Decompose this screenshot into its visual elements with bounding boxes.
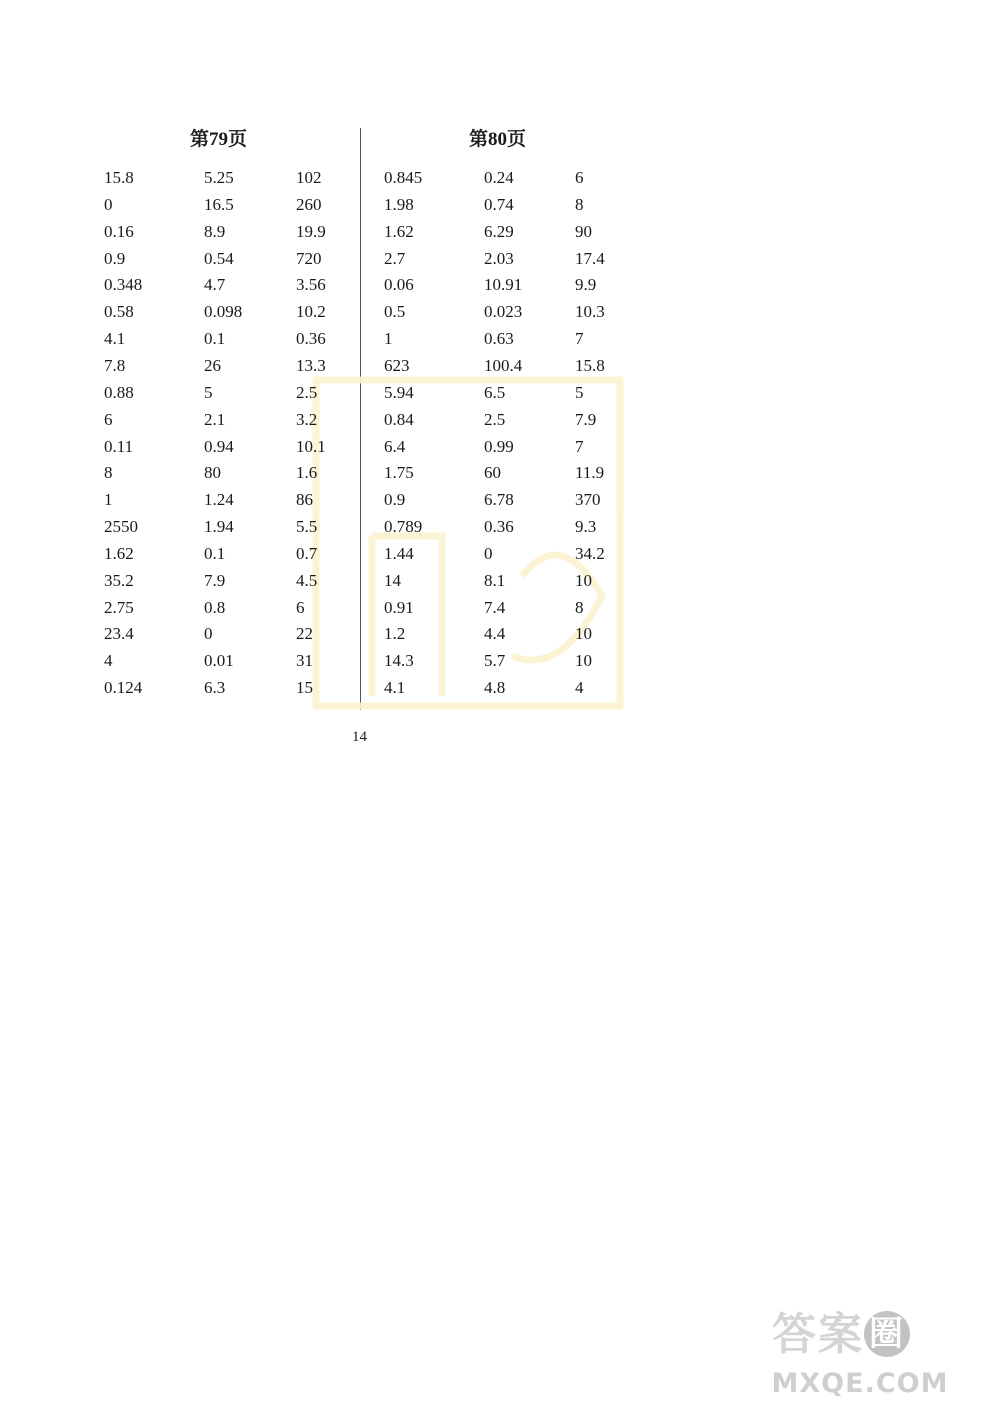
answer-row <box>0 352 1000 379</box>
answer-row <box>0 406 1000 433</box>
page-79-answer-cell: 15.8 <box>104 168 134 187</box>
page-80-answer-cell: 5 <box>575 382 584 402</box>
page-79-answer-cell: 4.7 <box>204 275 226 295</box>
page-80-answer-cell: 17.4 <box>575 248 605 268</box>
page-80-answer-cell: 4.8 <box>484 678 506 698</box>
page-80-answer-cell: 15.8 <box>575 355 605 375</box>
answer-row <box>0 567 1000 594</box>
page-80-answer-cell: 0.789 <box>384 517 423 537</box>
page-79-answer-cell: 10.2 <box>296 302 326 322</box>
page-80-answer-cell: 10 <box>575 651 592 671</box>
page-79-answer-cell: 5.25 <box>204 168 234 187</box>
page-79-answer-cell: 1.62 <box>104 543 134 563</box>
page-79-answer-cell: 3.56 <box>296 275 326 295</box>
page-80-answer-cell: 0.36 <box>484 517 514 537</box>
page-79-answer-cell: 1.24 <box>204 490 234 510</box>
page-79-answer-cell: 0.348 <box>104 275 143 295</box>
page-79-answer-cell: 260 <box>296 194 322 214</box>
page-80-answer-cell: 100.4 <box>484 355 523 375</box>
answer-row <box>0 513 1000 540</box>
page-79-answer-cell: 31 <box>296 651 313 671</box>
page-79-answer-cell: 4.5 <box>296 570 318 590</box>
answer-row <box>0 486 1000 513</box>
page-80-answer-cell: 14.3 <box>384 651 414 671</box>
page-80-answer-cell: 1.62 <box>384 221 414 241</box>
page-80-answer-cell: 8 <box>575 597 584 617</box>
page-79-answer-cell: 0 <box>104 194 113 214</box>
page-80-answer-cell: 7.4 <box>484 597 506 617</box>
page-80-answer-cell: 0.06 <box>384 275 414 295</box>
answer-row <box>0 218 1000 245</box>
page-80-answer-cell: 0.63 <box>484 329 514 349</box>
section-title-page-79: 第79页 <box>190 129 248 150</box>
page-79-answer-cell: 7.8 <box>104 355 126 375</box>
page-79-answer-cell: 0.01 <box>204 651 234 671</box>
page-79-answer-cell: 2.1 <box>204 409 226 429</box>
page-79-answer-cell: 23.4 <box>104 624 134 644</box>
page-79-answer-cell: 0.54 <box>204 248 234 268</box>
page-80-answer-cell: 0.74 <box>484 194 514 214</box>
page-79-answer-cell: 80 <box>204 463 221 483</box>
answer-row <box>0 594 1000 621</box>
page-80-answer-cell: 10 <box>575 570 592 590</box>
page-80-answer-cell: 90 <box>575 221 592 241</box>
page-79-answer-cell: 0.36 <box>296 329 326 349</box>
page-80-answer-cell: 0.023 <box>484 302 523 322</box>
page-80-answer-cell: 6.29 <box>484 221 514 241</box>
page-79-answer-cell: 86 <box>296 490 313 510</box>
page-80-answer-cell: 0.845 <box>384 168 423 187</box>
page-79-answer-cell: 0 <box>204 624 213 644</box>
page-79-answer-cell: 1.6 <box>296 463 318 483</box>
page-79-answer-cell: 102 <box>296 168 322 187</box>
page-80-answer-cell: 4.4 <box>484 624 506 644</box>
page-80-answer-cell: 1 <box>384 329 393 349</box>
page-80-answer-cell: 0.84 <box>384 409 414 429</box>
page-80-answer-cell: 7.9 <box>575 409 597 429</box>
watermark-logo-site: MXQE.COM <box>771 1368 949 1399</box>
page-80-answer-cell: 0.99 <box>484 436 514 456</box>
page-79-answer-cell: 2550 <box>104 517 138 537</box>
answer-row <box>0 647 1000 674</box>
watermark-logo-circle-char: 圈 <box>864 1311 910 1357</box>
page-79-answer-cell: 8 <box>104 463 113 483</box>
page-79-answer-cell: 0.88 <box>104 382 134 402</box>
page-79-answer-cell: 26 <box>204 355 221 375</box>
page-79-answer-cell: 0.1 <box>204 329 226 349</box>
page-79-answer-cell: 4 <box>104 651 113 671</box>
page-79-answer-cell: 720 <box>296 248 322 268</box>
page-79-answer-cell: 3.2 <box>296 409 318 429</box>
page-80-answer-cell: 2.7 <box>384 248 406 268</box>
page-79-answer-cell: 5.5 <box>296 517 318 537</box>
page-79-answer-cell: 19.9 <box>296 221 326 241</box>
page-80-answer-cell: 60 <box>484 463 501 483</box>
page-80-answer-cell: 2.5 <box>484 409 506 429</box>
page-80-answer-cell: 1.44 <box>384 543 414 563</box>
section-title-page-80: 第80页 <box>469 129 527 150</box>
page-79-answer-cell: 6 <box>296 597 305 617</box>
page-79-answer-cell: 2.5 <box>296 382 318 402</box>
page-80-answer-cell: 11.9 <box>575 463 605 483</box>
watermark-logo-chars: 答案 <box>772 1309 864 1360</box>
answer-row <box>0 164 1000 191</box>
answer-row <box>0 620 1000 647</box>
answer-row <box>0 433 1000 460</box>
page-79-answer-cell: 5 <box>204 382 213 402</box>
page-80-answer-cell: 9.9 <box>575 275 597 295</box>
page-80-answer-cell: 0.9 <box>384 490 406 510</box>
page-79-answer-cell: 8.9 <box>204 221 226 241</box>
page-79-answer-cell: 10.1 <box>296 436 326 456</box>
page-79-answer-cell: 1.94 <box>204 517 234 537</box>
page-80-answer-cell: 8 <box>575 194 584 214</box>
page-79-answer-cell: 0.098 <box>204 302 243 322</box>
page-80-answer-cell: 4 <box>575 678 584 698</box>
page-79-answer-cell: 0.58 <box>104 302 134 322</box>
page-80-answer-cell: 1.98 <box>384 194 414 214</box>
page-79-answer-cell: 4.1 <box>104 329 126 349</box>
page-80-answer-cell: 7 <box>575 436 584 456</box>
page-79-answer-cell: 6 <box>104 409 113 429</box>
page-80-answer-cell: 1.75 <box>384 463 414 483</box>
page-80-answer-cell: 0.5 <box>384 302 406 322</box>
page-80-answer-cell: 14 <box>384 570 401 590</box>
page-79-answer-cell: 0.8 <box>204 597 226 617</box>
watermark-logo-glyphs <box>772 1311 986 1359</box>
page-79-answer-cell: 35.2 <box>104 570 134 590</box>
page-79-answer-cell: 0.94 <box>204 436 234 456</box>
page-80-answer-cell: 623 <box>384 355 410 375</box>
answer-row <box>0 191 1000 218</box>
page-79-answer-cell: 13.3 <box>296 355 326 375</box>
page-79-answer-cell: 2.75 <box>104 597 134 617</box>
page-80-answer-cell: 6.5 <box>484 382 506 402</box>
answer-row <box>0 298 1000 325</box>
answer-row <box>0 379 1000 406</box>
page-79-answer-cell: 0.11 <box>104 436 134 456</box>
page-79-answer-cell: 16.5 <box>204 194 234 214</box>
page-79-answer-cell: 0.9 <box>104 248 126 268</box>
answer-row <box>0 325 1000 352</box>
page-80-answer-cell: 34.2 <box>575 543 605 563</box>
page-79-answer-cell: 22 <box>296 624 313 644</box>
answer-row <box>0 674 1000 701</box>
page-number: 14 <box>352 729 367 745</box>
page-80-answer-cell: 9.3 <box>575 517 597 537</box>
page-79-answer-cell: 1 <box>104 490 113 510</box>
page-80-answer-cell: 6.4 <box>384 436 406 456</box>
page-80-answer-cell: 0.91 <box>384 597 414 617</box>
page-80-answer-cell: 10 <box>575 624 592 644</box>
page-80-answer-cell: 4.1 <box>384 678 406 698</box>
page-80-answer-cell: 5.94 <box>384 382 414 402</box>
page-80-answer-cell: 5.7 <box>484 651 506 671</box>
answer-row <box>0 271 1000 298</box>
page-79-answer-cell: 0.7 <box>296 543 318 563</box>
page-80-answer-cell: 370 <box>575 490 601 510</box>
watermark-logo <box>734 1307 986 1399</box>
page-79-answer-cell: 6.3 <box>204 678 226 698</box>
page-79-answer-cell: 0.1 <box>204 543 226 563</box>
page-80-answer-cell: 6 <box>575 168 584 187</box>
page-80-answer-cell: 6.78 <box>484 490 514 510</box>
page-80-answer-cell: 0.24 <box>484 168 514 187</box>
page-79-answer-cell: 0.124 <box>104 678 143 698</box>
answer-row <box>0 245 1000 272</box>
page-80-answer-cell: 1.2 <box>384 624 406 644</box>
answer-row <box>0 540 1000 567</box>
page-80-answer-cell: 10.91 <box>484 275 523 295</box>
page-80-answer-cell: 0 <box>484 543 493 563</box>
page-80-answer-cell: 8.1 <box>484 570 506 590</box>
page-80-answer-cell: 10.3 <box>575 302 605 322</box>
page-80-answer-cell: 7 <box>575 329 584 349</box>
page-79-answer-cell: 7.9 <box>204 570 226 590</box>
page-80-answer-cell: 2.03 <box>484 248 514 268</box>
page-79-answer-cell: 0.16 <box>104 221 134 241</box>
page-79-answer-cell: 15 <box>296 678 313 698</box>
answer-row <box>0 459 1000 486</box>
